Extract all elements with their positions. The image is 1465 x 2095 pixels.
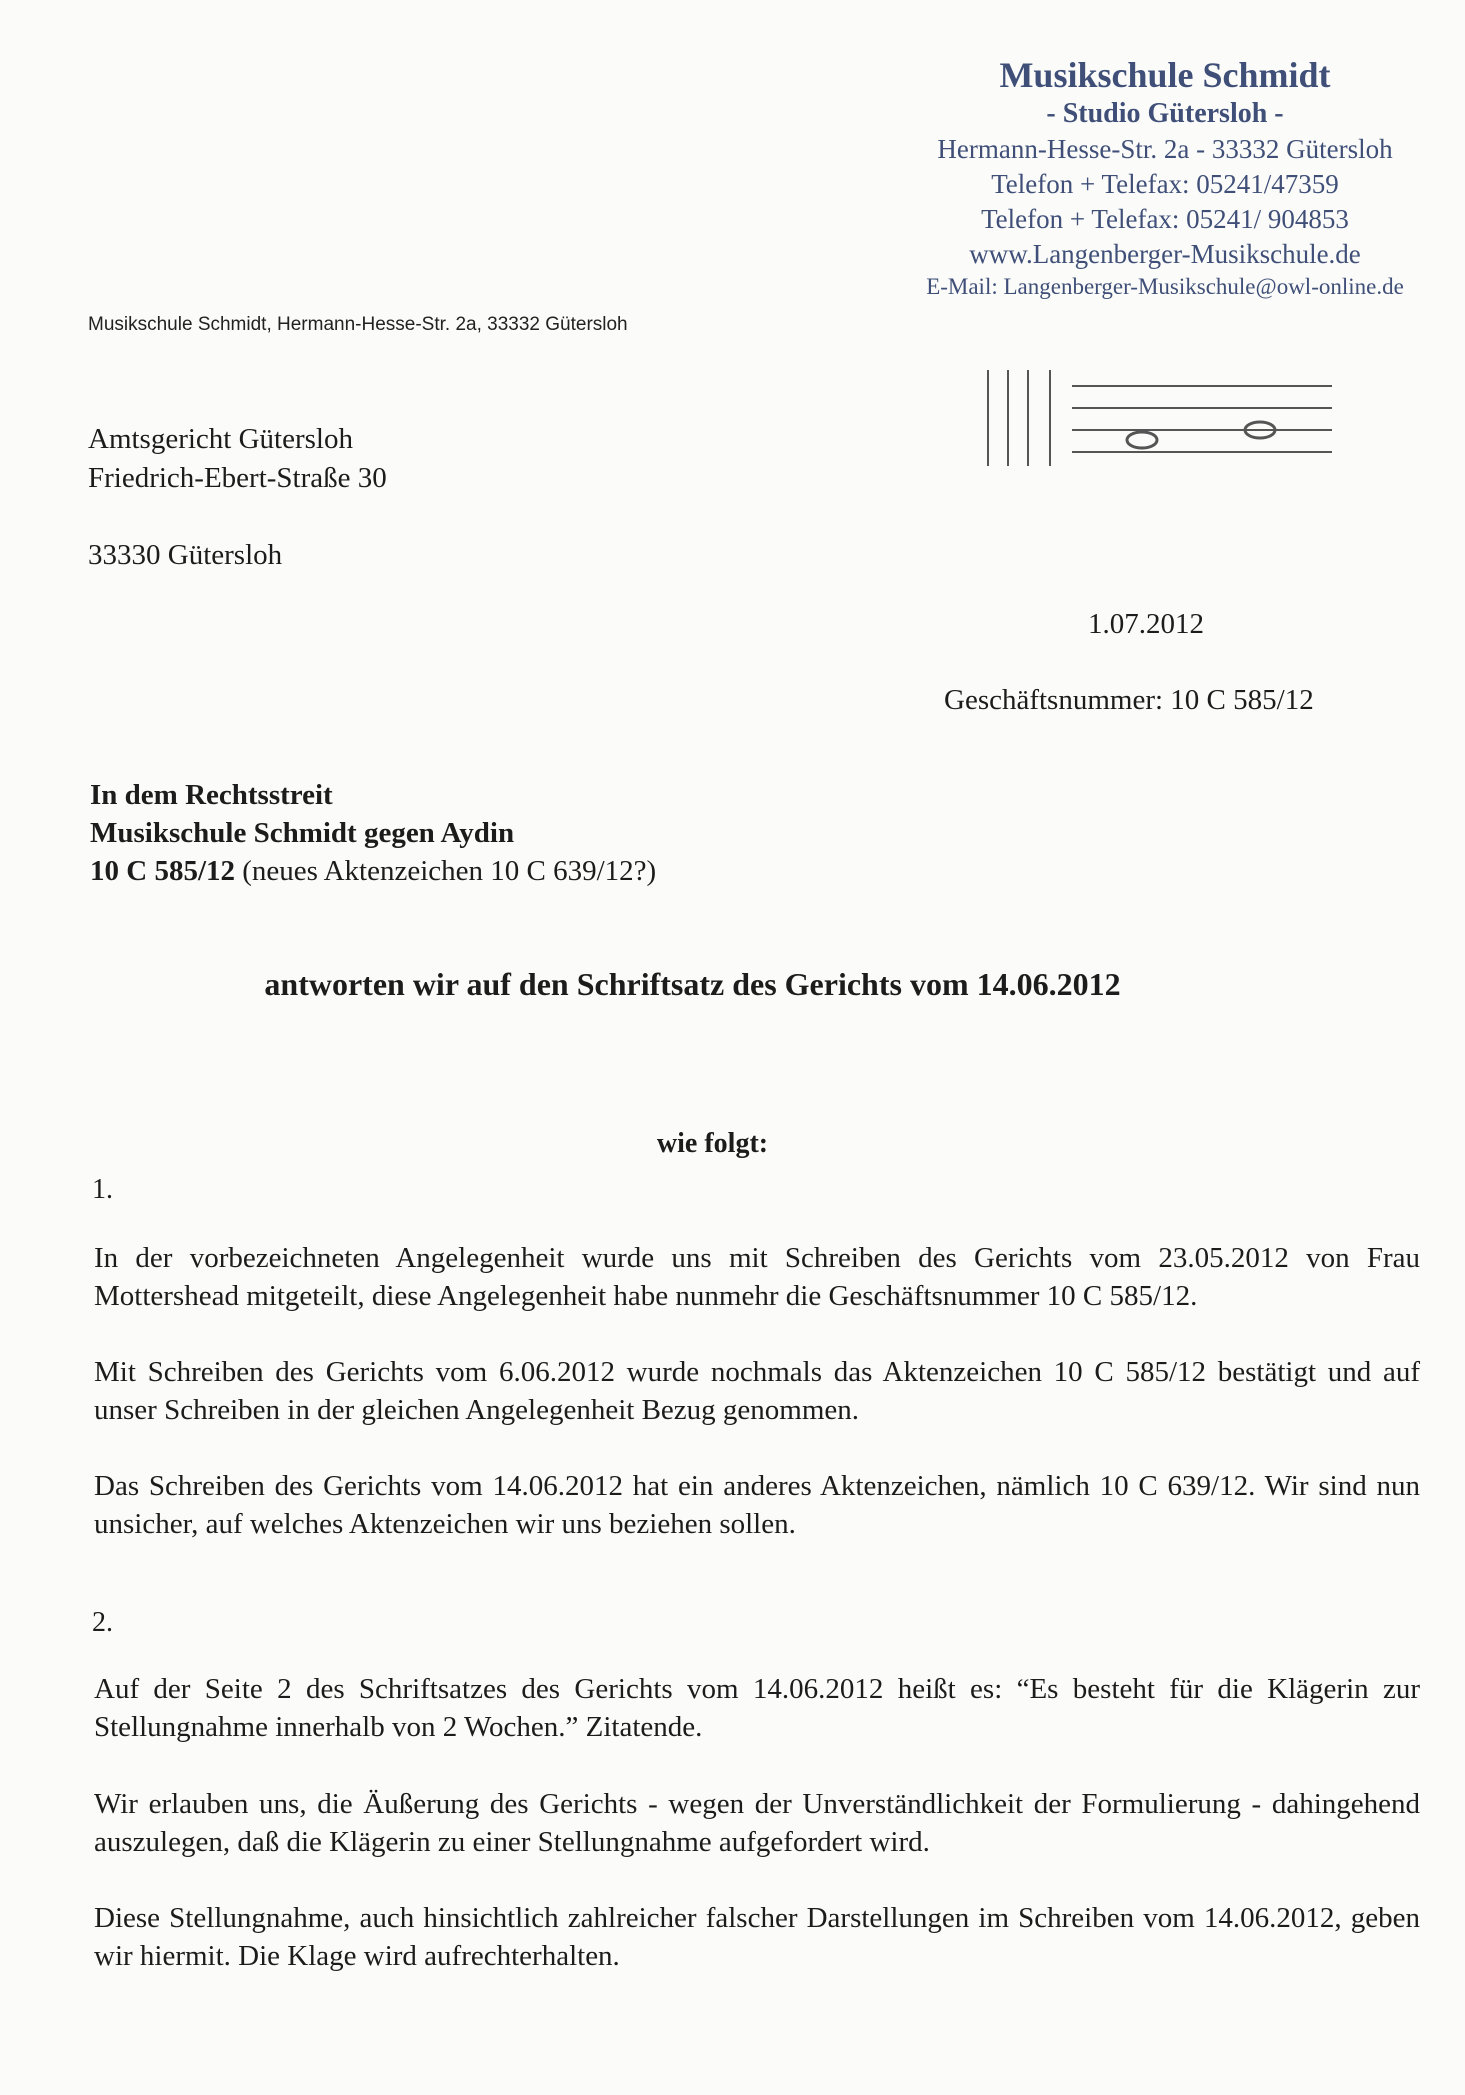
letterhead-phone-2: Telefon + Telefax: 05241/ 904853	[981, 204, 1349, 234]
subject-line-1: In dem Rechtsstreit	[90, 779, 333, 811]
section2-paragraph-2: Wir erlauben uns, die Äußerung des Gerichts - wegen der Unverständlichkeit der Formulierung - dahingehend auszulegen, daß die Klägerin zu einer Stellungnahme aufgefordert wird.	[94, 1788, 1420, 1858]
recipient-line-1: Amtsgericht Gütersloh	[88, 423, 353, 455]
response-heading-text: antworten wir auf den Schriftsatz des Gerichts vom 14.06.2012	[264, 966, 1121, 1002]
letterhead	[855, 54, 1465, 302]
response-subheading	[0, 1128, 1465, 1160]
subject-block	[90, 776, 656, 890]
recipient-line-3: 33330 Gütersloh	[88, 539, 283, 571]
section1-paragraph-1: In der vorbezeichneten Angelegenheit wurde uns mit Schreiben des Gerichts vom 23.05.2012 von Frau Mottershead mitgeteilt, diese Angelegenheit habe nunmehr die Geschäftsnummer 10 C 585/12.	[94, 1242, 1420, 1312]
case-number: 10 C 585/12	[90, 855, 235, 887]
section2-paragraph-1: Auf der Seite 2 des Schriftsatzes des Gerichts vom 14.06.2012 heißt es: “Es besteht für die Klägerin zur Stellungnahme innerhalb von 2 Wochen.” Zitatende.	[94, 1673, 1420, 1743]
recipient-line-2: Friedrich-Ebert-Straße 30	[88, 462, 387, 494]
subject-line-3	[90, 852, 656, 890]
section2-paragraph-3: Diese Stellungnahme, auch hinsichtlich zahlreicher falscher Darstellungen im Schreiben vom 14.06.2012, geben wir hiermit. Die Klage wird aufrechterhalten.	[94, 1902, 1420, 1972]
response-heading	[0, 966, 1465, 1003]
letterhead-phone-1: Telefon + Telefax: 05241/47359	[991, 169, 1339, 199]
subject-line-2: Musikschule Schmidt gegen Aydin	[90, 817, 515, 849]
response-subheading-text: wie folgt:	[656, 1128, 769, 1159]
sender-return-address: Musikschule Schmidt, Hermann-Hesse-Str. 2a, 33332 Gütersloh	[88, 314, 628, 335]
case-number-note: (neues Aktenzeichen 10 C 639/12?)	[235, 855, 657, 887]
business-number: Geschäftsnummer: 10 C 585/12	[944, 684, 1314, 716]
music-staff-logo-icon	[982, 366, 1342, 476]
section-number-2: 2.	[92, 1607, 113, 1638]
letterhead-name: Musikschule Schmidt	[999, 55, 1331, 95]
section1-paragraph-3: Das Schreiben des Gerichts vom 14.06.2012 hat ein anderes Aktenzeichen, nämlich 10 C 639/12. Wir sind nun unsicher, auf welches Aktenzeichen wir uns beziehen sollen.	[94, 1470, 1420, 1540]
recipient-address	[88, 420, 387, 575]
letter-date: 1.07.2012	[1088, 608, 1204, 640]
letterhead-email: E-Mail: Langenberger-Musikschule@owl-online.de	[926, 274, 1404, 299]
letterhead-address: Hermann-Hesse-Str. 2a - 33332 Gütersloh	[937, 134, 1393, 164]
section-number-1: 1.	[92, 1174, 113, 1205]
letterhead-website: www.Langenberger-Musikschule.de	[969, 239, 1361, 269]
letterhead-studio: - Studio Gütersloh -	[1046, 98, 1284, 129]
section1-paragraph-2: Mit Schreiben des Gerichts vom 6.06.2012 wurde nochmals das Aktenzeichen 10 C 585/12 bestätigt und auf unser Schreiben in der gleichen Angelegenheit Bezug genommen.	[94, 1356, 1420, 1426]
